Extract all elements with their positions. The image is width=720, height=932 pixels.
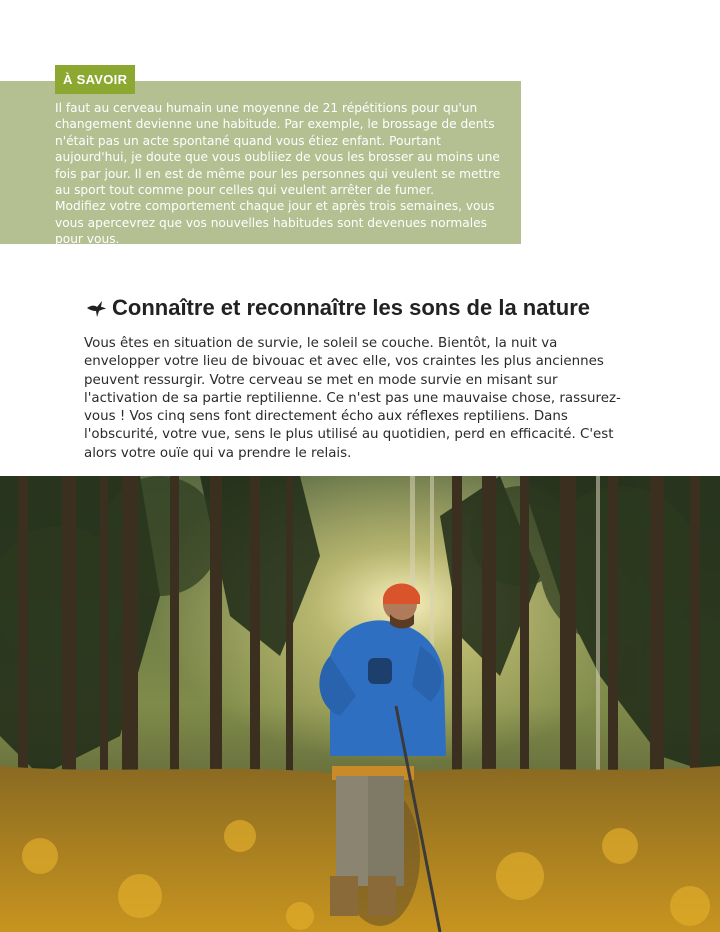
forest-scene: [0, 476, 720, 932]
forest-hiker-photo: [0, 476, 720, 932]
section-body: Vous êtes en situation de survie, le soleil se couche. Bientôt, la nuit va envelopper votre lieu de bivouac et avec elle, vos craintes les plus anciennes peuvent ressurgir. Votre cerveau se met en mode survie en misant sur l'activation de sa partie reptilienne. Ce n'est pas une mauvaise chose, rassurez-vous ! Vos cinq sens font directement écho aux réflexes reptiliens. Dans l'obscurité, votre vue, sens le plus utilisé au quotidien, perd en efficacité. C'est alors votre ouïe qui va prendre le relais.: [84, 336, 621, 461]
a-savoir-paragraph-2: Modifiez votre comportement chaque jour et après trois semaines, vous vous apercevrez que vos nouvelles habitudes sont devenues normales pour vous.: [55, 199, 495, 247]
a-savoir-paragraph-1: Il faut au cerveau humain une moyenne de 21 répétitions pour qu'un changement devienne une habitude. Par exemple, le brossage de dents n'était pas un acte spontané quand vous étiez enfant. Pourtant aujourd'hui, je doute que vous oubliiez de vous les brosser au moins une fois par jour. Il en est de même pour les personnes qui veulent se mettre au sport tout comme pour celles qui veulent arrêter de fumer.: [55, 101, 501, 198]
section-heading: [84, 293, 644, 323]
section-title: Connaître et reconnaître les sons de la nature: [112, 295, 591, 320]
a-savoir-tag: À SAVOIR: [55, 65, 135, 94]
bird-icon: [84, 296, 108, 320]
a-savoir-text: [55, 100, 510, 248]
